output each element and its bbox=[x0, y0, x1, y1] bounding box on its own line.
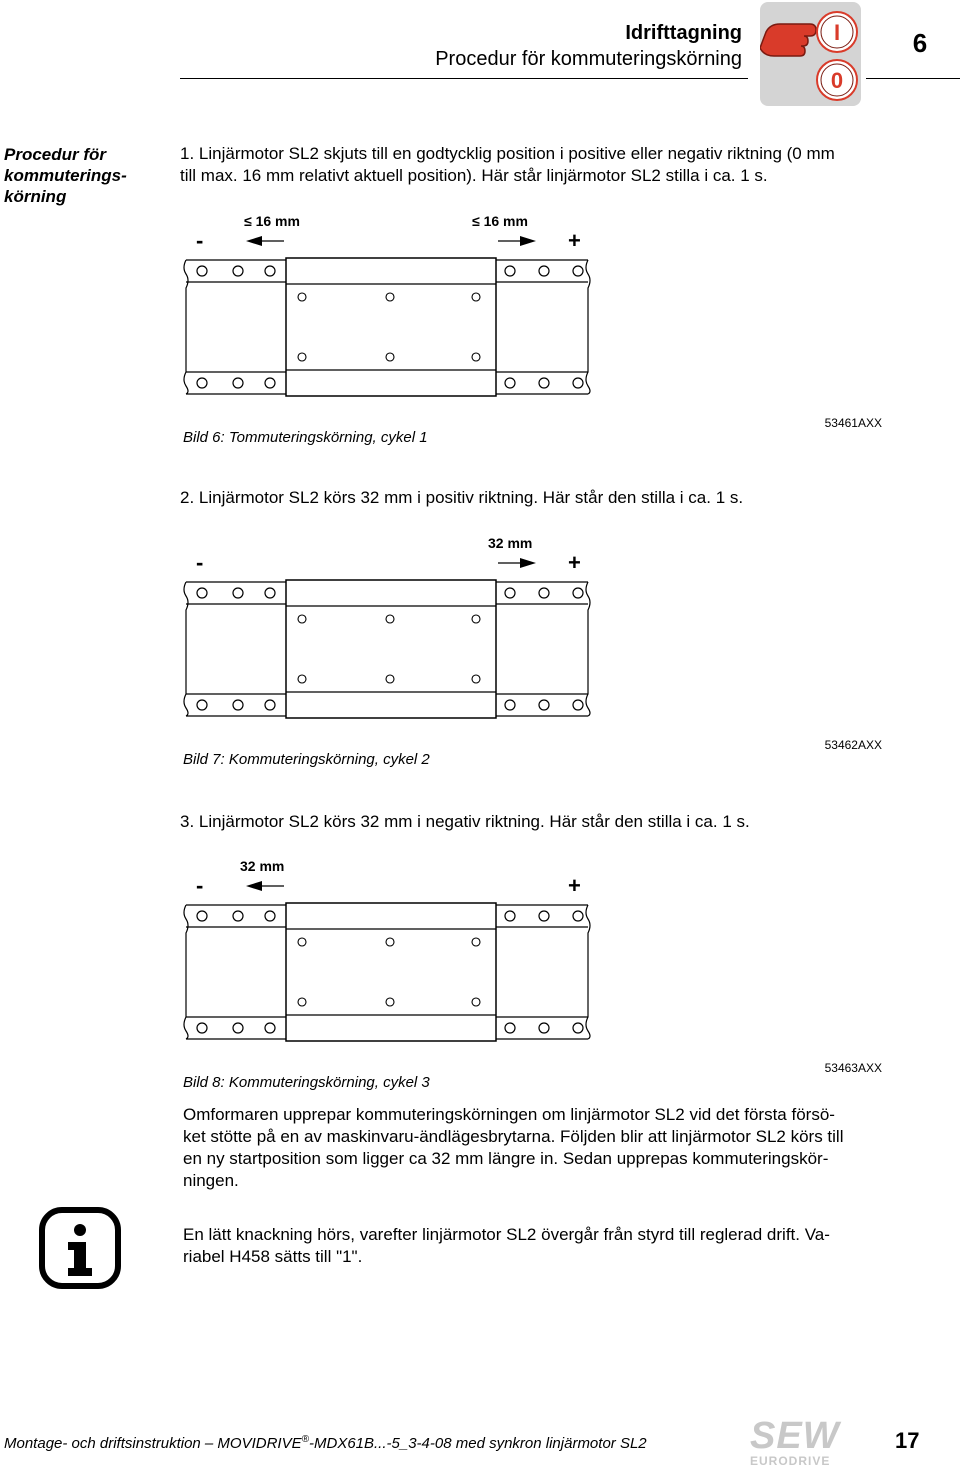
icon-letter-i: I bbox=[833, 20, 841, 45]
label-32mm: 32 mm bbox=[488, 535, 533, 551]
paragraph-line: ningen. bbox=[183, 1171, 239, 1190]
note-line: riabel H458 sätts till "1". bbox=[183, 1247, 363, 1266]
minus-sign: - bbox=[196, 228, 204, 253]
header-rule-right bbox=[866, 78, 960, 79]
section-title: Procedur för kommuteringskörning bbox=[435, 48, 742, 70]
minus-sign: - bbox=[196, 550, 204, 575]
plus-sign: + bbox=[568, 228, 581, 253]
chapter-icon-box bbox=[760, 2, 861, 106]
arrow-left-icon bbox=[246, 236, 284, 246]
step-line: 2. Linjärmotor SL2 körs 32 mm i positiv riktning. Här står den stilla i ca. 1 s. bbox=[180, 488, 744, 507]
step-line: 1. Linjärmotor SL2 skjuts till en godtycklig position i positive eller negativ riktning (0 mm bbox=[180, 144, 835, 163]
info-note bbox=[183, 1224, 830, 1268]
hand-switch-icon bbox=[760, 2, 861, 106]
sew-eurodrive-logo bbox=[750, 1415, 840, 1468]
motor-carriage bbox=[286, 580, 496, 718]
figure-caption-3: Bild 8: Kommuteringskörning, cykel 3 bbox=[183, 1074, 430, 1091]
figure-code-2: 53462AXX bbox=[824, 738, 882, 752]
footer-text-part: Montage- och driftsinstruktion – MOVIDRIVE bbox=[4, 1435, 302, 1452]
side-label-line: Procedur för bbox=[4, 145, 107, 164]
header-rule bbox=[180, 78, 748, 79]
side-label-line: kommuterings- bbox=[4, 166, 127, 185]
arrow-left-icon bbox=[246, 881, 284, 891]
chapter-title: Idrifttagning bbox=[625, 22, 742, 44]
figure-code-1: 53461AXX bbox=[824, 416, 882, 430]
figure-cycle-1 bbox=[180, 208, 600, 398]
step-3 bbox=[180, 811, 750, 833]
footer-text-part: -MDX61B...-5_3-4-08 med synkron linjärmotor SL2 bbox=[309, 1435, 647, 1452]
label-right-16mm: ≤ 16 mm bbox=[472, 213, 528, 229]
note-line: En lätt knackning hörs, varefter linjärmotor SL2 övergår från styrd till reglerad drift. Va- bbox=[183, 1225, 830, 1244]
figure-code-3: 53463AXX bbox=[824, 1061, 882, 1075]
figure-caption-2: Bild 7: Kommuteringskörning, cykel 2 bbox=[183, 751, 430, 768]
page-number: 17 bbox=[895, 1428, 920, 1453]
label-left-16mm: ≤ 16 mm bbox=[244, 213, 300, 229]
logo-sew: SEW bbox=[750, 1415, 840, 1457]
figure-cycle-3 bbox=[180, 853, 600, 1043]
icon-letter-0: 0 bbox=[830, 68, 844, 93]
info-icon bbox=[38, 1206, 122, 1290]
step-1 bbox=[180, 143, 835, 187]
motor-carriage bbox=[286, 903, 496, 1041]
plus-sign: + bbox=[568, 550, 581, 575]
logo-eurodrive: EURODRIVE bbox=[750, 1454, 831, 1468]
paragraph-line: Omformaren upprepar kommuteringskörningen om linjärmotor SL2 vid det första försö- bbox=[183, 1105, 835, 1124]
label-32mm: 32 mm bbox=[240, 858, 285, 874]
figure-caption-1: Bild 6: Tommuteringskörning, cykel 1 bbox=[183, 429, 428, 446]
minus-sign: - bbox=[196, 873, 204, 898]
arrow-right-icon bbox=[498, 236, 536, 246]
side-label bbox=[4, 144, 144, 207]
chapter-number: 6 bbox=[912, 28, 928, 58]
plus-sign: + bbox=[568, 873, 581, 898]
footer-text bbox=[4, 1434, 647, 1452]
step-line: 3. Linjärmotor SL2 körs 32 mm i negativ riktning. Här står den stilla i ca. 1 s. bbox=[180, 812, 750, 831]
figure-cycle-2 bbox=[180, 530, 600, 720]
paragraph-line: en ny startposition som ligger ca 32 mm längre in. Sedan upprepas kommuteringskör- bbox=[183, 1149, 829, 1168]
step-line: till max. 16 mm relativt aktuell position). Här står linjärmotor SL2 stilla i ca. 1 s. bbox=[180, 166, 768, 185]
side-label-line: körning bbox=[4, 187, 67, 206]
step-2 bbox=[180, 487, 743, 509]
arrow-right-icon bbox=[498, 558, 536, 568]
paragraph-line: ket stötte på en av maskinvaru-ändlägesbrytarna. Följden blir att linjärmotor SL2 körs till bbox=[183, 1127, 844, 1146]
motor-carriage bbox=[286, 258, 496, 396]
registered-mark: ® bbox=[301, 1434, 309, 1445]
body-paragraph bbox=[183, 1104, 843, 1192]
